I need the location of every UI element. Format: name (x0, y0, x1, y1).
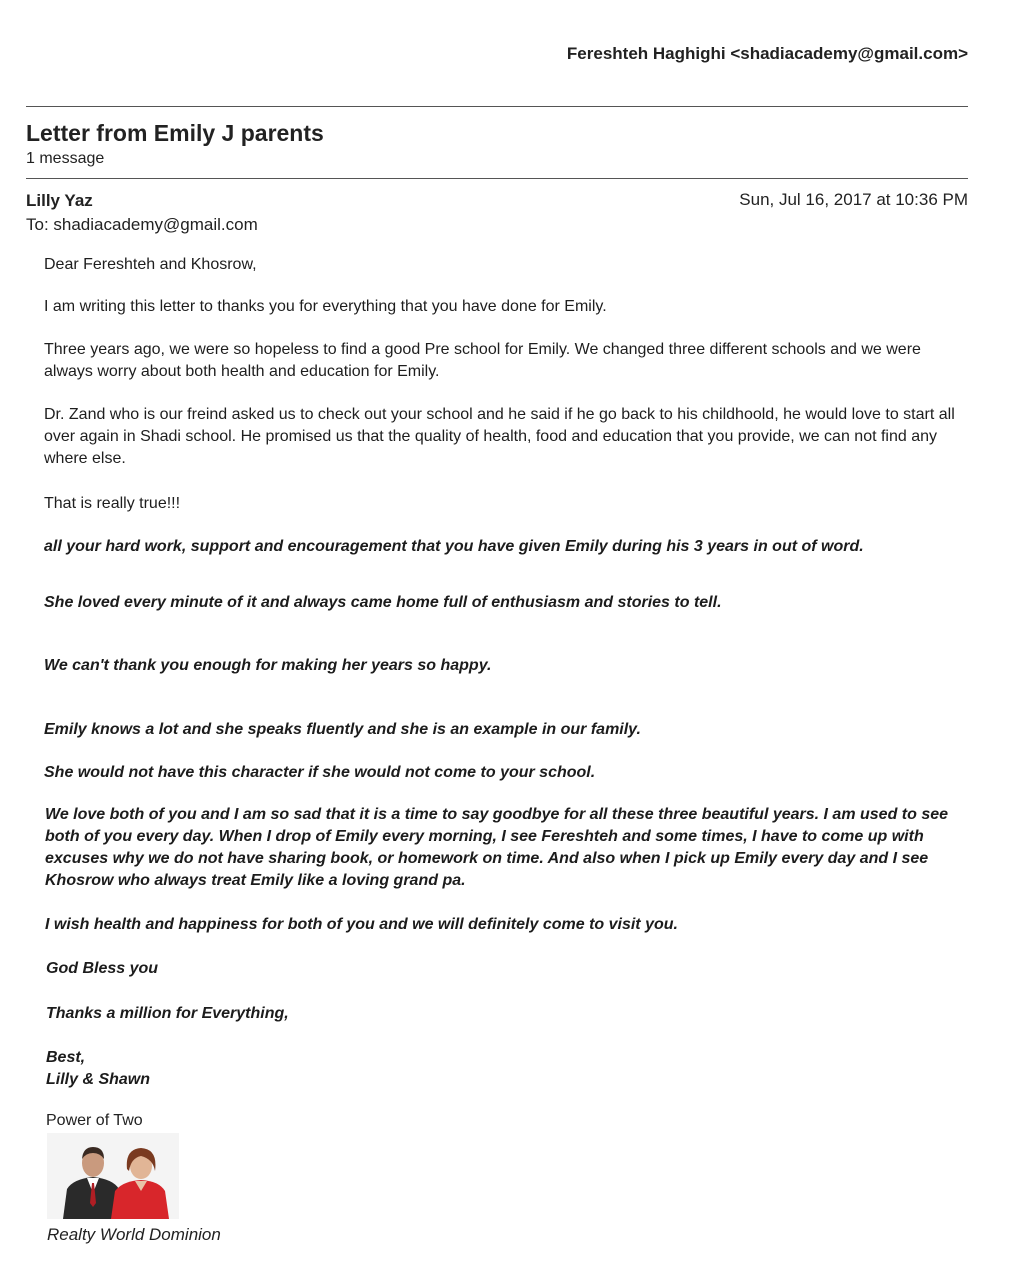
emphasis-paragraph: She would not have this character if she would not come to your school. (44, 764, 596, 781)
body-paragraph: Dr. Zand who is our freind asked us to check out your school and he said if he go back to his childhoold, he would love to start all over again in Shadi school. He promised us that the quality of health, food and education that you provide, we can not find any where else. (44, 406, 955, 467)
emphasis-paragraph: Emily knows a lot and she speaks fluently and she is an example in our family. (44, 721, 641, 738)
emphasis-paragraph: Thanks a million for Everything, (46, 1005, 289, 1022)
signers: Lilly & Shawn (46, 1071, 151, 1088)
body-paragraph: That is really true!!! (44, 495, 181, 512)
closing: Best, (46, 1049, 86, 1066)
team-name: Power of Two (46, 1112, 143, 1129)
sender-name: Lilly Yaz (26, 191, 93, 210)
account-header: Fereshteh Haghighi <shadiacademy@gmail.com> (566, 44, 968, 63)
emphasis-paragraph: God Bless you (46, 960, 159, 977)
emphasis-paragraph: all your hard work, support and encouragement that you have given Emily during his 3 years in out of word. (44, 538, 864, 555)
message-count: 1 message (26, 150, 105, 167)
greeting: Dear Fereshteh and Khosrow, (44, 256, 257, 273)
emphasis-paragraph: We can't thank you enough for making her years so happy. (44, 657, 492, 674)
emphasis-paragraph: I wish health and happiness for both of you and we will definitely come to visit you. (45, 916, 678, 933)
recipient-line: To: shadiacademy@gmail.com (26, 215, 258, 234)
company-name: Realty World Dominion (47, 1225, 221, 1244)
email-subject: Letter from Emily J parents (26, 120, 324, 146)
message-date: Sun, Jul 16, 2017 at 10:36 PM (739, 190, 968, 209)
header-divider (26, 106, 968, 107)
emphasis-paragraph: She loved every minute of it and always came home full of enthusiasm and stories to tell. (44, 594, 722, 611)
body-paragraph: Three years ago, we were so hopeless to find a good Pre school for Emily. We changed three different schools and we were always worry about both health and education for Emily. (44, 341, 921, 380)
body-paragraph: I am writing this letter to thanks you for everything that you have done for Emily. (44, 298, 607, 315)
agents-photo (47, 1133, 179, 1219)
emphasis-paragraph: We love both of you and I am so sad that it is a time to say goodbye for all these three beautiful years. I am used to see both of you every day. When I drop of Emily every morning, I see Fereshteh and some times, I have to come up with excuses why we do not have sharing book, or homework on time. And also when I pick up Emily every day and I see Khosrow who always treat Emily like a loving grand pa. (45, 806, 949, 889)
subject-divider (26, 178, 968, 179)
